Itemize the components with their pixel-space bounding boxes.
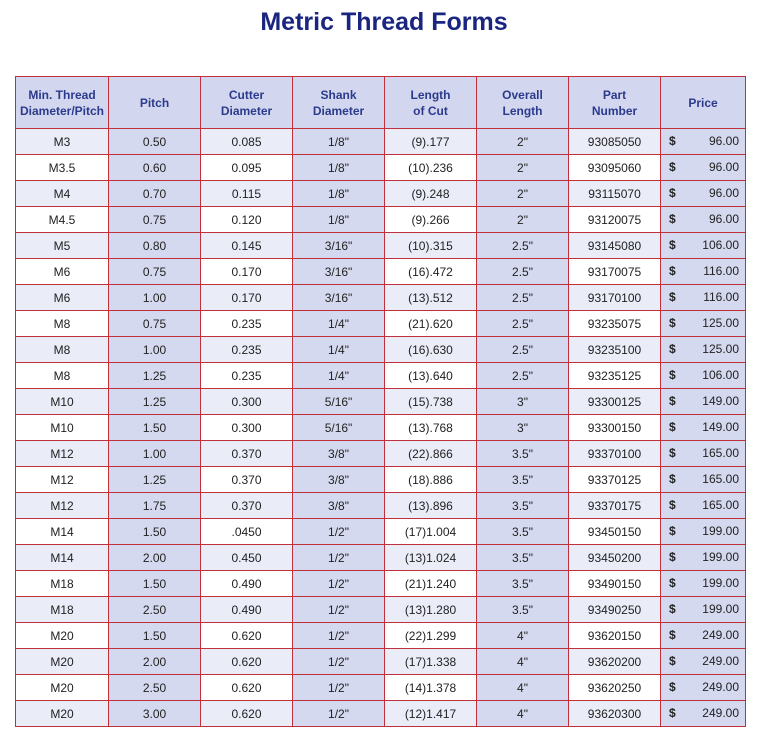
shank-diameter-cell: 1/2" [293,545,385,571]
thread-cell: M6 [16,259,109,285]
part-number-cell: 93095060 [569,155,661,181]
price-amount: 149.00 [702,394,739,408]
table-header [16,77,746,129]
thread-cell: M14 [16,519,109,545]
table-row [16,155,746,181]
column-header-line: Length [410,87,451,102]
overall-length-cell: 2.5" [477,233,569,259]
overall-length-cell: 3" [477,415,569,441]
table-row [16,675,746,701]
price-cell [661,441,746,467]
length-of-cut-cell: (14)1.378 [385,675,477,701]
currency-symbol: $ [669,498,676,512]
column-header-line: of Cut [413,103,448,118]
length-of-cut-cell: (15).738 [385,389,477,415]
table-row [16,701,746,727]
pitch-cell: 2.00 [109,649,201,675]
price-cell [661,181,746,207]
shank-diameter-cell: 1/8" [293,181,385,207]
thread-cell: M12 [16,467,109,493]
column-header [109,77,201,129]
column-header-line: Pitch [139,95,170,110]
pitch-cell: 1.75 [109,493,201,519]
pitch-cell: 0.60 [109,155,201,181]
table-row [16,181,746,207]
overall-length-cell: 3.5" [477,467,569,493]
overall-length-cell: 2.5" [477,285,569,311]
cutter-diameter-cell: 0.170 [201,259,293,285]
shank-diameter-cell: 1/4" [293,311,385,337]
thread-cell: M8 [16,311,109,337]
pitch-cell: 1.00 [109,285,201,311]
shank-diameter-cell: 3/16" [293,259,385,285]
price-amount: 199.00 [702,576,739,590]
currency-symbol: $ [669,212,676,226]
length-of-cut-cell: (13).768 [385,415,477,441]
page-title: Metric Thread Forms [260,8,508,36]
part-number-cell: 93370125 [569,467,661,493]
part-number-cell: 93300125 [569,389,661,415]
thread-cell: M10 [16,415,109,441]
cutter-diameter-cell: 0.490 [201,571,293,597]
price-cell [661,571,746,597]
overall-length-cell: 3.5" [477,493,569,519]
table-row [16,389,746,415]
overall-length-cell: 3.5" [477,441,569,467]
price-amount: 125.00 [702,342,739,356]
table-row [16,493,746,519]
shank-diameter-cell: 1/8" [293,207,385,233]
part-number-cell: 93620150 [569,623,661,649]
currency-symbol: $ [669,316,676,330]
pitch-cell: 0.70 [109,181,201,207]
overall-length-cell: 4" [477,701,569,727]
length-of-cut-cell: (18).886 [385,467,477,493]
column-header-line: Diameter/Pitch [19,103,105,118]
length-of-cut-cell: (22).866 [385,441,477,467]
length-of-cut-cell: (9).177 [385,129,477,155]
part-number-cell: 93235125 [569,363,661,389]
price-amount: 96.00 [708,160,739,174]
part-number-cell: 93620250 [569,675,661,701]
currency-symbol: $ [669,576,676,590]
thread-cell: M4 [16,181,109,207]
price-cell [661,415,746,441]
price-amount: 165.00 [702,446,739,460]
shank-diameter-cell: 3/8" [293,467,385,493]
part-number-cell: 93235075 [569,311,661,337]
overall-length-cell: 2.5" [477,337,569,363]
cutter-diameter-cell: 0.115 [201,181,293,207]
price-cell [661,363,746,389]
thread-cell: M6 [16,285,109,311]
price-cell [661,519,746,545]
cutter-diameter-cell: .0450 [201,519,293,545]
table-body [16,129,746,727]
cutter-diameter-cell: 0.620 [201,701,293,727]
currency-symbol: $ [669,524,676,538]
cutter-diameter-cell: 0.370 [201,467,293,493]
column-header-line: Shank [320,87,357,102]
column-header-line: Diameter [312,103,365,118]
pitch-cell: 0.75 [109,259,201,285]
overall-length-cell: 2" [477,181,569,207]
currency-symbol: $ [669,342,676,356]
column-header-line: Diameter [220,103,273,118]
currency-symbol: $ [669,368,676,382]
pitch-cell: 0.80 [109,233,201,259]
currency-symbol: $ [669,134,676,148]
shank-diameter-cell: 1/2" [293,519,385,545]
length-of-cut-cell: (10).315 [385,233,477,259]
price-amount: 249.00 [702,628,739,642]
thread-cell: M12 [16,441,109,467]
shank-diameter-cell: 5/16" [293,389,385,415]
thread-cell: M18 [16,597,109,623]
overall-length-cell: 2" [477,155,569,181]
currency-symbol: $ [669,420,676,434]
column-header [16,77,109,129]
pitch-cell: 1.00 [109,337,201,363]
table-row [16,415,746,441]
pitch-cell: 1.25 [109,467,201,493]
shank-diameter-cell: 1/2" [293,623,385,649]
thread-cell: M20 [16,675,109,701]
cutter-diameter-cell: 0.145 [201,233,293,259]
price-amount: 96.00 [708,134,739,148]
length-of-cut-cell: (13).640 [385,363,477,389]
column-header-line: Price [688,95,718,110]
column-header-line: Part [602,87,627,102]
pitch-cell: 2.00 [109,545,201,571]
part-number-cell: 93490250 [569,597,661,623]
thread-cell: M20 [16,623,109,649]
shank-diameter-cell: 3/8" [293,441,385,467]
table-row [16,311,746,337]
thread-cell: M20 [16,701,109,727]
price-amount: 106.00 [702,368,739,382]
thread-table [15,76,746,727]
part-number-cell: 93620300 [569,701,661,727]
price-cell [661,389,746,415]
cutter-diameter-cell: 0.085 [201,129,293,155]
column-header-line: Length [502,103,543,118]
overall-length-cell: 2" [477,129,569,155]
length-of-cut-cell: (17)1.004 [385,519,477,545]
part-number-cell: 93370175 [569,493,661,519]
thread-cell: M12 [16,493,109,519]
cutter-diameter-cell: 0.120 [201,207,293,233]
shank-diameter-cell: 1/2" [293,675,385,701]
length-of-cut-cell: (13).512 [385,285,477,311]
price-cell [661,311,746,337]
thread-cell: M4.5 [16,207,109,233]
table-row [16,519,746,545]
part-number-cell: 93620200 [569,649,661,675]
pitch-cell: 0.75 [109,207,201,233]
part-number-cell: 93170100 [569,285,661,311]
shank-diameter-cell: 1/2" [293,597,385,623]
length-of-cut-cell: (13)1.280 [385,597,477,623]
price-amount: 165.00 [702,498,739,512]
pitch-cell: 1.00 [109,441,201,467]
column-header-line: Min. Thread [28,87,96,102]
thread-cell: M8 [16,363,109,389]
overall-length-cell: 4" [477,675,569,701]
length-of-cut-cell: (16).630 [385,337,477,363]
length-of-cut-cell: (13)1.024 [385,545,477,571]
length-of-cut-cell: (21).620 [385,311,477,337]
price-cell [661,259,746,285]
price-amount: 249.00 [702,680,739,694]
column-header [569,77,661,129]
table-row [16,571,746,597]
currency-symbol: $ [669,680,676,694]
currency-symbol: $ [669,628,676,642]
cutter-diameter-cell: 0.170 [201,285,293,311]
overall-length-cell: 3.5" [477,519,569,545]
price-amount: 96.00 [708,186,739,200]
column-header [201,77,293,129]
currency-symbol: $ [669,446,676,460]
shank-diameter-cell: 3/16" [293,285,385,311]
shank-diameter-cell: 1/8" [293,155,385,181]
pitch-cell: 1.50 [109,623,201,649]
pitch-cell: 3.00 [109,701,201,727]
price-cell [661,337,746,363]
pitch-cell: 0.75 [109,311,201,337]
price-cell [661,155,746,181]
part-number-cell: 93450200 [569,545,661,571]
cutter-diameter-cell: 0.300 [201,415,293,441]
part-number-cell: 93235100 [569,337,661,363]
column-header [477,77,569,129]
shank-diameter-cell: 1/2" [293,571,385,597]
price-amount: 125.00 [702,316,739,330]
length-of-cut-cell: (10).236 [385,155,477,181]
length-of-cut-cell: (21)1.240 [385,571,477,597]
shank-diameter-cell: 5/16" [293,415,385,441]
part-number-cell: 93145080 [569,233,661,259]
shank-diameter-cell: 1/4" [293,363,385,389]
cutter-diameter-cell: 0.370 [201,441,293,467]
thread-cell: M3 [16,129,109,155]
table-row [16,467,746,493]
overall-length-cell: 4" [477,649,569,675]
part-number-cell: 93085050 [569,129,661,155]
price-amount: 116.00 [703,264,739,278]
price-cell [661,207,746,233]
shank-diameter-cell: 1/2" [293,649,385,675]
cutter-diameter-cell: 0.450 [201,545,293,571]
table-row [16,259,746,285]
currency-symbol: $ [669,472,676,486]
price-cell [661,233,746,259]
price-cell [661,545,746,571]
column-header [293,77,385,129]
header-row [16,77,746,129]
pitch-cell: 1.25 [109,363,201,389]
pitch-cell: 2.50 [109,597,201,623]
table-row [16,441,746,467]
price-cell [661,675,746,701]
currency-symbol: $ [669,550,676,564]
pitch-cell: 1.50 [109,415,201,441]
thread-cell: M20 [16,649,109,675]
length-of-cut-cell: (9).248 [385,181,477,207]
price-cell [661,701,746,727]
table-row [16,597,746,623]
currency-symbol: $ [669,706,676,720]
overall-length-cell: 2.5" [477,259,569,285]
table-row [16,337,746,363]
price-cell [661,493,746,519]
part-number-cell: 93450150 [569,519,661,545]
pitch-cell: 1.50 [109,519,201,545]
currency-symbol: $ [669,602,676,616]
price-amount: 249.00 [702,706,739,720]
shank-diameter-cell: 1/8" [293,129,385,155]
cutter-diameter-cell: 0.620 [201,649,293,675]
price-amount: 149.00 [702,420,739,434]
table-row [16,233,746,259]
cutter-diameter-cell: 0.370 [201,493,293,519]
currency-symbol: $ [669,290,676,304]
price-amount: 199.00 [702,550,739,564]
shank-diameter-cell: 3/8" [293,493,385,519]
pitch-cell: 1.25 [109,389,201,415]
currency-symbol: $ [669,238,676,252]
overall-length-cell: 3.5" [477,545,569,571]
price-cell [661,467,746,493]
pitch-cell: 0.50 [109,129,201,155]
part-number-cell: 93490150 [569,571,661,597]
length-of-cut-cell: (16).472 [385,259,477,285]
column-header-line: Cutter [228,87,265,102]
price-cell [661,623,746,649]
thread-cell: M5 [16,233,109,259]
column-header [385,77,477,129]
table-row [16,207,746,233]
table-row [16,363,746,389]
cutter-diameter-cell: 0.620 [201,623,293,649]
price-amount: 199.00 [702,524,739,538]
thread-cell: M14 [16,545,109,571]
column-header [661,77,746,129]
overall-length-cell: 2.5" [477,311,569,337]
price-amount: 96.00 [708,212,739,226]
overall-length-cell: 3" [477,389,569,415]
length-of-cut-cell: (12)1.417 [385,701,477,727]
overall-length-cell: 3.5" [477,597,569,623]
currency-symbol: $ [669,394,676,408]
price-amount: 199.00 [702,602,739,616]
thread-cell: M3.5 [16,155,109,181]
price-cell [661,129,746,155]
cutter-diameter-cell: 0.300 [201,389,293,415]
shank-diameter-cell: 3/16" [293,233,385,259]
shank-diameter-cell: 1/4" [293,337,385,363]
price-amount: 249.00 [702,654,739,668]
length-of-cut-cell: (22)1.299 [385,623,477,649]
table-row [16,649,746,675]
part-number-cell: 93170075 [569,259,661,285]
overall-length-cell: 2" [477,207,569,233]
part-number-cell: 93115070 [569,181,661,207]
currency-symbol: $ [669,264,676,278]
cutter-diameter-cell: 0.235 [201,363,293,389]
price-cell [661,649,746,675]
cutter-diameter-cell: 0.095 [201,155,293,181]
table-row [16,285,746,311]
table-row [16,623,746,649]
thread-cell: M18 [16,571,109,597]
cutter-diameter-cell: 0.490 [201,597,293,623]
currency-symbol: $ [669,186,676,200]
table-row [16,129,746,155]
thread-cell: M10 [16,389,109,415]
overall-length-cell: 2.5" [477,363,569,389]
length-of-cut-cell: (13).896 [385,493,477,519]
price-cell [661,285,746,311]
currency-symbol: $ [669,160,676,174]
price-amount: 106.00 [702,238,739,252]
overall-length-cell: 4" [477,623,569,649]
column-header-line: Overall [502,87,543,102]
price-amount: 165.00 [702,472,739,486]
cutter-diameter-cell: 0.620 [201,675,293,701]
part-number-cell: 93120075 [569,207,661,233]
table-row [16,545,746,571]
length-of-cut-cell: (17)1.338 [385,649,477,675]
cutter-diameter-cell: 0.235 [201,311,293,337]
column-header-line: Number [591,103,638,118]
part-number-cell: 93370100 [569,441,661,467]
length-of-cut-cell: (9).266 [385,207,477,233]
overall-length-cell: 3.5" [477,571,569,597]
thread-cell: M8 [16,337,109,363]
shank-diameter-cell: 1/2" [293,701,385,727]
part-number-cell: 93300150 [569,415,661,441]
price-cell [661,597,746,623]
pitch-cell: 1.50 [109,571,201,597]
pitch-cell: 2.50 [109,675,201,701]
currency-symbol: $ [669,654,676,668]
price-amount: 116.00 [703,290,739,304]
cutter-diameter-cell: 0.235 [201,337,293,363]
